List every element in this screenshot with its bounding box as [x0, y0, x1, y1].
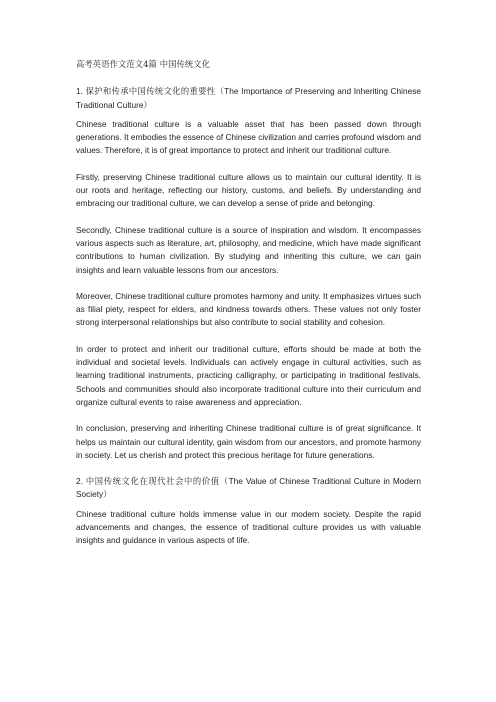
section-2-paragraph-1: Chinese traditional culture holds immense value in our modern society. Despite the rapid advancements and changes, the essence of traditional culture provides us with valuable insights and guidance in various aspects of life. — [76, 508, 421, 546]
section-1-heading: 1. 保护和传承中国传统文化的重要性（The Importance of Preserving and Inheriting Chinese Traditional Culture） — [76, 86, 421, 110]
document-content — [76, 58, 421, 561]
section-1-paragraph-5: In order to protect and inherit our traditional culture, efforts should be made at both the individual and societal levels. Individuals can actively engage in cultural activities, such as learning traditional instruments, practicing calligraphy, or participating in traditional festivals. Schools and communities should also incorporate traditional culture into their curriculum and organize cultural events to raise awareness and appreciation. — [76, 343, 421, 407]
document-title: 高考英语作文范文4篇 中国传统文化 — [76, 59, 211, 69]
section-1-paragraph-1: Chinese traditional culture is a valuable asset that has been passed down through generations. It embodies the essence of Chinese civilization and carries profound wisdom and values. Therefore, it is of great importance to protect and inherit our traditional culture. — [76, 118, 421, 156]
section-1-paragraph-2: Firstly, preserving Chinese traditional culture allows us to maintain our cultural identity. It is our roots and heritage, reflecting our history, customs, and beliefs. By understanding and embracing our traditional culture, we can develop a sense of pride and belonging. — [76, 171, 421, 209]
section-1-paragraph-6: In conclusion, preserving and inheriting Chinese traditional culture is of great significance. It helps us maintain our cultural identity, gain wisdom from our ancestors, and promote harmony in society. Let us cherish and protect this precious heritage for future generations. — [76, 423, 421, 460]
section-1-paragraph-3: Secondly, Chinese traditional culture is a source of inspiration and wisdom. It encompasses various aspects such as literature, art, philosophy, and medicine, which have made significant contributions to human civilization. By studying and inheriting this culture, we can gain insights and learn valuable lessons from our ancestors. — [76, 224, 421, 275]
section-2-heading: 2. 中国传统文化在现代社会中的价值（The Value of Chinese Traditional Culture in Modern Society） — [76, 476, 421, 500]
section-1-paragraph-4: Moreover, Chinese traditional culture promotes harmony and unity. It emphasizes virtues such as filial piety, respect for elders, and kindness towards others. These values not only foster strong interpersonal relationships but also contribute to social stability and cohesion. — [76, 290, 421, 328]
